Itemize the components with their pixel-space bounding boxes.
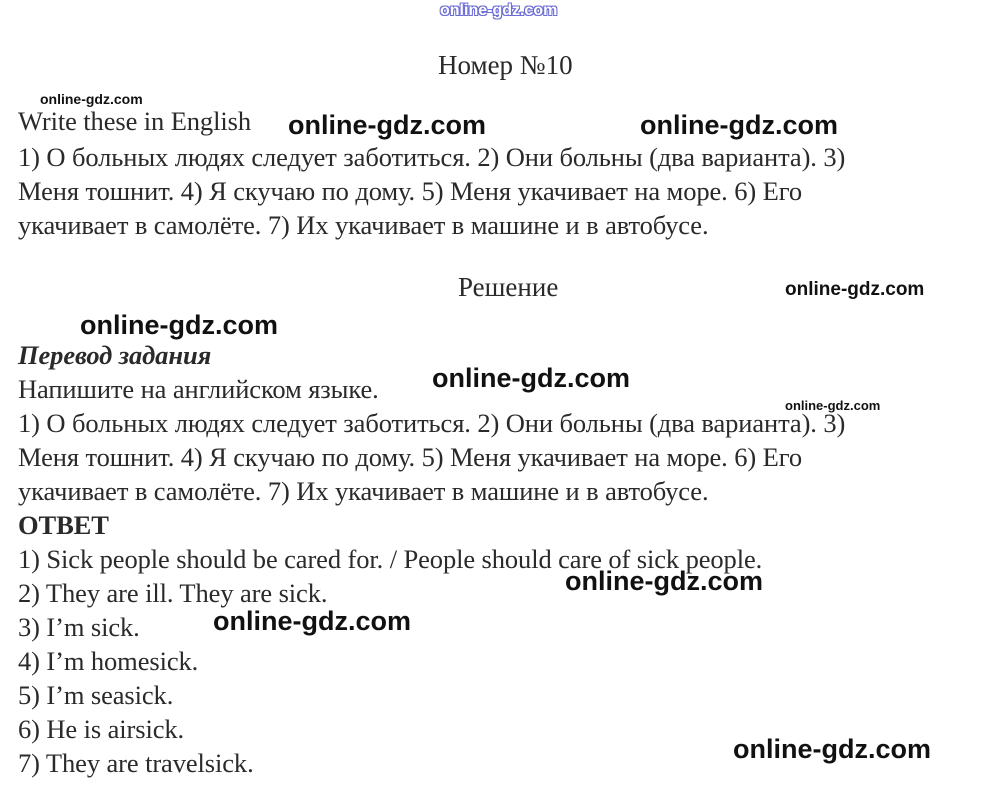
translation-line: укачивает в самолёте. 7) Их укачивает в машине и в автобусе. bbox=[18, 476, 709, 506]
watermark-top: online-gdz.com bbox=[440, 2, 558, 19]
watermark: online-gdz.com bbox=[640, 110, 838, 140]
watermark: online-gdz.com bbox=[40, 91, 143, 107]
answer-line: 4) I’m homesick. bbox=[18, 646, 199, 676]
page-title: Номер №10 bbox=[438, 50, 573, 80]
answer-heading: ОТВЕТ bbox=[18, 510, 109, 540]
task-line: Меня тошнит. 4) Я скучаю по дому. 5) Меня укачивает на море. 6) Его bbox=[18, 176, 802, 206]
watermark: online-gdz.com bbox=[213, 606, 411, 636]
watermark: online-gdz.com bbox=[80, 310, 278, 340]
watermark: online-gdz.com bbox=[785, 279, 925, 300]
translation-heading: Перевод задания bbox=[18, 340, 212, 370]
answer-line: 7) They are travelsick. bbox=[18, 748, 254, 778]
task-line: 1) О больных людях следует заботиться. 2) Они больны (два варианта). 3) bbox=[18, 142, 846, 172]
watermark: online-gdz.com bbox=[565, 566, 763, 596]
answer-line: 2) They are ill. They are sick. bbox=[18, 578, 328, 608]
task-heading: Write these in English bbox=[18, 106, 251, 136]
answer-line: 1) Sick people should be cared for. / People should care of sick people. bbox=[18, 544, 763, 574]
translation-line: Меня тошнит. 4) Я скучаю по дому. 5) Меня укачивает на море. 6) Его bbox=[18, 442, 802, 472]
answer-line: 5) I’m seasick. bbox=[18, 680, 174, 710]
watermark: online-gdz.com bbox=[432, 363, 630, 393]
watermark: online-gdz.com bbox=[733, 734, 931, 764]
watermark: online-gdz.com bbox=[785, 398, 881, 413]
answer-line: 6) He is airsick. bbox=[18, 714, 185, 744]
solution-heading: Решение bbox=[458, 272, 559, 302]
watermark: online-gdz.com bbox=[288, 110, 486, 140]
task-line: укачивает в самолёте. 7) Их укачивает в машине и в автобусе. bbox=[18, 210, 709, 240]
translation-line: 1) О больных людях следует заботиться. 2) Они больны (два варианта). 3) bbox=[18, 408, 846, 438]
answer-line: 3) I’m sick. bbox=[18, 612, 140, 642]
translation-intro: Напишите на английском языке. bbox=[18, 374, 379, 404]
